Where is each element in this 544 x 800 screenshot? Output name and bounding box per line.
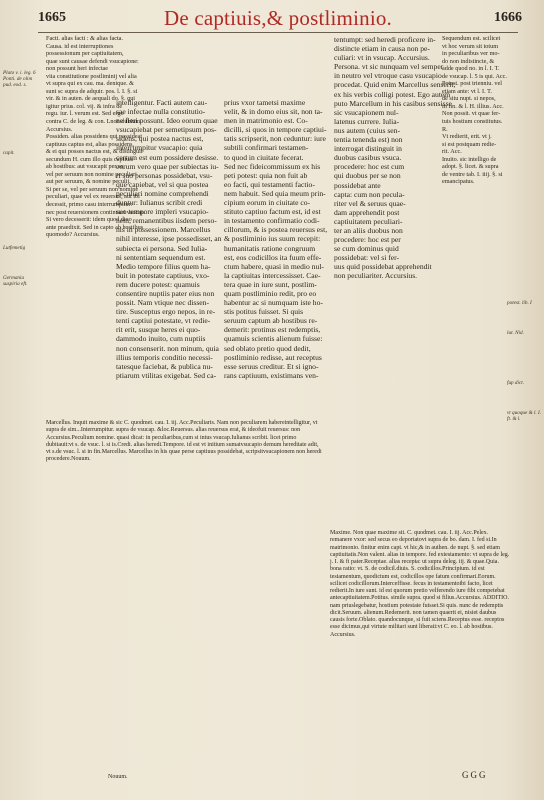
text-line: ter an aliis duobus non xyxy=(334,225,403,235)
text-line: certum est eum possidere desisse. xyxy=(116,152,219,162)
text-line: Vt redierit, erit. vt j. xyxy=(442,133,492,141)
text-line: Si vero decesserit: idem quod diuo xyxy=(46,216,132,224)
text-line: de vsuc. l. si in fin. xyxy=(56,449,102,455)
text-line: do non indistincte, & xyxy=(442,57,495,65)
text-line: consentire nuptiis pater eius non xyxy=(116,288,215,298)
text-line: nem, remanentibus iisdem perso- xyxy=(116,216,217,226)
text-line: Maxime. Non quae maxime sit. C. quod xyxy=(330,530,427,536)
text-line: Reuersus. alias reuersus erat, & ideo xyxy=(170,427,259,434)
text-line: Receptus esse. receptos esse dicimus, xyxy=(330,617,505,631)
text-line: dictum est, codicillos ope fatum confirmari. xyxy=(372,573,478,580)
right-margin-note: potest. lib. I xyxy=(507,300,532,306)
text-line: R. xyxy=(442,125,448,133)
text-line: intelligentur. Facti autem cau- xyxy=(116,98,208,107)
text-line: & in authen. de nupt. §. sed etiam captiuitatis. xyxy=(330,544,500,558)
text-line: quamuis scientis alienum fuisse: xyxy=(224,334,323,344)
text-line: subiecta ei persona. Sed Iulia- xyxy=(116,243,208,253)
text-line: vsucapio demum hereditate adit, vt s. xyxy=(46,441,319,455)
gloss-lower-right xyxy=(330,530,510,639)
text-line: nem habuit. Sed quia meum prin- xyxy=(224,188,326,198)
text-line: Nouum. xyxy=(71,456,91,463)
text-line: quam postliminio redit, pro eo xyxy=(224,288,317,298)
right-margin-note: lur. Nid. xyxy=(507,330,524,336)
text-line: leg. iij. & quae. xyxy=(448,559,486,565)
text-line: vel per seruum non nomine peculiari xyxy=(46,170,137,178)
text-line: eorum vero quae per subiectas iu- xyxy=(116,161,219,171)
text-line: Si quis. nunc de redemptis dicit. xyxy=(330,602,504,616)
text-line: Redemerit. non tamen quaerit ei, nisi xyxy=(384,609,474,616)
text-line: met. cau. I. iij. Acc. xyxy=(426,530,474,536)
text-line: sed oblato pretio quod dedit, xyxy=(224,343,311,353)
left-margin-note: Lutfemetig xyxy=(3,245,26,251)
text-line: quomodo? Accursius. xyxy=(46,231,100,239)
text-line: duntur: Iulianus scribit credi xyxy=(116,198,203,208)
text-line: Quia. bona ratio: vt. S. de codicil. xyxy=(330,559,499,573)
text-line: possidebat: vel si fer- xyxy=(334,253,400,263)
text-line: & postliminio ius suum recepit: xyxy=(224,234,321,244)
text-line: nis in possessionem. Marcellus xyxy=(116,225,211,235)
text-line: loc. xyxy=(161,427,171,434)
text-line: uus quid possidebat apprehendit xyxy=(334,262,432,272)
text-line: subtili confirmari testamen- xyxy=(224,143,309,153)
text-line: ab hostibus: aut vsucapit per se, xyxy=(46,163,125,171)
text-line: Tempore. id est vt initium sumat xyxy=(162,441,241,448)
catchword-nouum: Nouum. xyxy=(108,774,128,780)
text-line: decessit, primo casu interrumpitur: xyxy=(46,201,133,209)
text-line: procedere: hoc est cum xyxy=(334,162,405,172)
text-line: captiuitatem peculiari- xyxy=(334,216,403,226)
text-line: ferendo iure fibi competebat ante xyxy=(330,588,505,602)
text-line: testamento: vt supra de leg. j. I. & fi pater. xyxy=(330,551,510,565)
text-line: demerit: protinus est redemptis, xyxy=(224,325,321,335)
text-line: cillorum, & is postea reuersus est, xyxy=(224,225,328,235)
text-line: Non possit. vt quae fer- xyxy=(442,110,501,118)
text-line: stituto captiuo factum est, id est xyxy=(224,207,321,217)
text-line: vt supra qui ex cau. ma. denique. & xyxy=(46,80,134,88)
right-margin-note: vt quoque & l. I. ft. & l. xyxy=(507,410,541,422)
text-line: Inuito. sic intelligo de xyxy=(442,155,497,163)
text-line: igitur prius. col. vij. & infra de xyxy=(46,102,123,110)
text-line: secundum H. cum illo quis captiuis xyxy=(46,155,134,163)
text-line: tuis hostium constitutus. xyxy=(442,118,503,126)
text-line: fuit reuersus: non Accursius. xyxy=(46,427,301,441)
text-line: prius vxor tametsi maxime xyxy=(224,98,306,107)
text-line: ri suo personas possidebat, vsu- xyxy=(116,170,213,180)
text-line: tenti captiui potestate, vt redie- xyxy=(116,316,211,326)
text-line: eo facti, qui testamenti factio- xyxy=(224,179,315,189)
text-line: quae sunt causae defendi vsucapione: xyxy=(46,57,139,65)
text-line: cipium eorum in ciuitate co- xyxy=(224,198,311,208)
text-line: Si per se, vel per seruum non nomine xyxy=(46,185,139,193)
right-margin-note: fup dict. xyxy=(507,380,525,386)
text-line: viia constitutione postliminij vel alia xyxy=(46,72,137,80)
text-line: non consenserit. non minum, quia xyxy=(116,343,219,353)
text-line: la captiuitas intercessisset. Cae- xyxy=(224,270,321,280)
running-title: De captiuis,& postliminio. xyxy=(163,6,393,30)
text-line: Peculium nomine. quasi dicat: in peculiaribus, xyxy=(71,434,183,441)
text-line: vt supra de bo. dam. I. fed si. xyxy=(421,537,492,544)
text-line: esse seruus creditur. Et si igno- xyxy=(224,361,319,371)
text-line: humanitatis ratione congruum xyxy=(224,243,316,253)
text-line: Eorum. scilicet codicillorum. xyxy=(330,573,496,587)
text-line: tatis scripserit, non ceduntur: iure xyxy=(224,134,326,144)
text-line: ctum habere, quasi in medio nul- xyxy=(224,261,324,271)
text-line: Sequendum est. scilicet xyxy=(442,35,501,42)
text-line: capta: cum non pecula- xyxy=(334,189,405,199)
gloss-column-left xyxy=(46,35,146,415)
text-line: captiuus captus est, alias possidens, xyxy=(46,140,134,148)
text-line: in testamento confirmatio codi- xyxy=(224,216,320,226)
text-line: de situ nupt. si nepos, xyxy=(442,95,496,103)
left-margin-note: Plato v. i. leg. 6 Ponti. de olim pud. eod. s. xyxy=(3,70,36,88)
text-line: ibi facto, licet redierit. xyxy=(330,580,493,594)
text-line: vsucapionem non heredi procedere. xyxy=(46,449,322,463)
text-line: dam apprehendit post xyxy=(334,207,400,217)
text-line: illius temporis conditio necessi- xyxy=(116,352,213,362)
text-line: latenus currere. Iulia- xyxy=(334,116,400,126)
text-line: sunt sc supra de adquir. pos. l. I. §. si xyxy=(46,87,138,95)
text-line: Receptae. alias recepta: ut supra de xyxy=(364,559,449,565)
text-line: nec post reuersionem continuari vsucap. xyxy=(46,208,146,216)
text-line: Interceffisse. fecus in testamento xyxy=(380,580,460,587)
text-line: adde quod no. in l. I. T. xyxy=(442,65,500,73)
text-line: tire. Susceptus ergo nepos, in re- xyxy=(116,307,216,317)
text-line: puto Marcellum in his casibus sensisse xyxy=(334,98,452,108)
text-line: qui virtute militari sunt liberati: xyxy=(362,624,438,631)
text-line: procedat. Quid enim Marcellus senserit, xyxy=(334,80,456,90)
text-line: Persona. vt sic nunquam vel semper xyxy=(334,62,444,72)
text-line: captiuitatem. xyxy=(340,595,372,602)
page-number-right: 1666 xyxy=(494,10,522,25)
text-line: de ventre tab. I. iiij. §. si xyxy=(442,170,503,178)
text-line: etiam ante: vt l. I. T. xyxy=(442,87,492,95)
signature-mark: GGG xyxy=(462,770,488,780)
text-line: dammodo inuito, cum nuptiis xyxy=(116,334,206,344)
text-line: peculiari, quae vel ex reuersus, aut ibi xyxy=(46,193,140,201)
left-margin-note: Germania suspiria eft. xyxy=(3,275,28,287)
text-line: vt s. de vsuc. l. si is. xyxy=(69,441,118,448)
text-line: Oblato. quandocunque, si fuit sciens. xyxy=(359,617,448,623)
text-line: ne fieri possunt. Ideo eorum quae xyxy=(116,116,218,126)
text-line: procedere: hoc est per xyxy=(334,235,401,245)
text-line: vir. & in auten. de aequali do. §. qui xyxy=(46,95,136,103)
text-line: Peculiaris. Nam non peculiarem habere xyxy=(190,420,285,426)
text-line: sidens, qui postea nactus est, xyxy=(116,134,204,144)
text-line: suo tempore impleri vsucapio- xyxy=(116,207,209,217)
text-line: se captiuus possidebat, scripsit xyxy=(189,449,263,455)
text-line: habentur ac si numquam iste ho- xyxy=(224,298,323,308)
text-line: tentia tenenda est) non xyxy=(334,135,403,145)
text-line: Causa. id est interruptiones xyxy=(46,42,114,50)
text-line: vsucapiebat per semetipsum pos- xyxy=(116,125,217,135)
gloss-column-right-edge xyxy=(442,35,512,575)
text-line: ante praedixit. Sed in capto ab hostibus xyxy=(46,223,144,231)
text-line: Marcellus. Inquit maxime & sic C. quod xyxy=(46,420,143,426)
text-line: men in matrimonio est. Co- xyxy=(224,116,308,126)
text-line: regu. iur. l. verum est. Sed ergo xyxy=(46,110,124,118)
text-line: cum si intus vsucap. xyxy=(182,434,232,441)
text-line: Sed nec fideicommissum ex his xyxy=(224,161,321,171)
text-line: qui duobus per se non xyxy=(334,171,401,181)
text-line: in fin. & l. H. illius. Acc. xyxy=(442,102,504,110)
text-line: possidebat ante xyxy=(334,180,381,190)
text-line: Marcellus. Marcellus in his quae per xyxy=(101,449,190,455)
text-line: possessionum per captiuitatem, xyxy=(46,50,124,58)
text-line: legebatur, hostium potestate fuisset. xyxy=(353,602,440,609)
text-line: duobus casibus vsuca. xyxy=(334,153,402,163)
text-line: buit in potestate captiuus, vxo- xyxy=(116,270,210,280)
text-line: distincte etiam in causa non pe- xyxy=(334,44,430,54)
text-line: Pelex. remanere vxor: sed secus eo deportato xyxy=(330,530,489,544)
text-line: met. cau. I. iij. Acc. xyxy=(142,420,191,426)
text-line: contra C. de leg. & con. Lnon dubium. xyxy=(46,118,142,126)
text-line: dicilli, si quos in tempore captiui- xyxy=(224,125,327,135)
running-header xyxy=(38,8,522,30)
text-line: postliminio redisse, aut receptus xyxy=(224,352,322,362)
text-line: se cum dominus quid xyxy=(334,244,399,254)
text-line: sic vsucapionem nul- xyxy=(334,107,399,117)
text-line: emancipatus. xyxy=(442,178,475,186)
text-line: Potitus. simile supra. quod si filius. xyxy=(371,595,456,602)
text-line: peti potest: quia non fuit ab xyxy=(224,170,308,180)
text-line: intelligitur, vt supra de sim... xyxy=(46,420,318,434)
text-line: Medio tempore filius quem ha- xyxy=(116,261,211,271)
text-line: est, eos codicillos ita fuum effe- xyxy=(224,252,322,262)
text-line: sae infectae nulla constitutio- xyxy=(116,107,206,117)
text-line: interrumpitur vsucapio: quia xyxy=(116,143,203,153)
text-line: ex his verbis colligi potest. Ego autem xyxy=(334,89,451,99)
text-line: ptiarum vtilitas exigebat. Sed ca- xyxy=(116,370,217,380)
text-line: Possiden. alias possidens qui possideat xyxy=(46,133,143,141)
text-line: adopt. §. licet. & supra xyxy=(442,163,499,171)
header-rule xyxy=(38,32,518,33)
text-line: non possunt heri infectae xyxy=(46,65,109,73)
text-line: peculiari nomine comprehendi xyxy=(116,188,209,198)
text-line: non peculiariter. Accursius. xyxy=(334,271,418,281)
text-line: tatesque faciebat, & publica nu- xyxy=(116,361,213,371)
text-line: In iure sunt. id est quorum pretio vel xyxy=(348,588,437,594)
text-line: vt C. eo. l. ab hostibus. Accursius. xyxy=(330,624,493,638)
text-line: aut per seruum, & nomine peculij. xyxy=(46,178,131,186)
left-margin-note: capit. xyxy=(3,150,15,156)
text-line: rans captiuum, existimans ven- xyxy=(224,370,319,380)
text-line: tentumpt: sed heredi proficere in- xyxy=(334,35,436,44)
text-line: nihil interesse, ipse possedisset, an xyxy=(116,234,222,244)
page-number-left: 1665 xyxy=(38,10,66,25)
text-line: possit. Nam vtique nec dissen- xyxy=(116,298,210,308)
text-line: Seruum. alienum. xyxy=(342,609,385,616)
text-line: diuis. S. codicillos. xyxy=(396,566,443,573)
text-line: in peculiaribus ver mo- xyxy=(442,50,500,58)
text-line: Accursius. ADDITIO. nam prius xyxy=(330,595,509,609)
text-line: rit. Acc. xyxy=(442,148,462,156)
text-line: ni sententiam sequendum est. xyxy=(116,252,206,262)
text-line: culiari: vt in vsucap. Accursius. xyxy=(334,53,430,63)
text-line: seruum captum ab hostibus re- xyxy=(224,316,318,326)
text-line: Credi. alias heredi. xyxy=(117,441,163,448)
text-line: vt hoc verum sit totum xyxy=(442,42,499,50)
text-line: Accursius. xyxy=(46,125,73,133)
text-line: rem ducere potest: quamuis xyxy=(116,279,200,289)
text-line: que capiebat, vel si qua postea xyxy=(116,179,209,189)
text-line: nus autem (cuius sen- xyxy=(334,125,401,135)
text-line: & ei qui posses nactus est, & distinguit xyxy=(46,148,143,156)
text-line: In matrimonio. finitur enim capt. vt hic, xyxy=(330,537,497,551)
text-line: in neutro vel vtroque casu vsucapio xyxy=(334,71,442,81)
gloss-lower-left xyxy=(46,420,322,464)
text-line: stis potitus fuisset. Si quis xyxy=(224,307,304,317)
text-line: to quod in ciuitate fecerat. xyxy=(224,152,304,162)
text-line: riter vel & seruus quae- xyxy=(334,198,406,208)
text-line: interrogat distinguit in xyxy=(334,144,402,154)
text-line: Iulianus scribit. licet primo dubitauit: xyxy=(46,434,297,448)
text-line: Potest. post trienniu. vel xyxy=(442,80,502,88)
text-line: de vsucap. l. 5 is qui. Acc. xyxy=(442,72,507,80)
text-line: si est postquam redie- xyxy=(442,140,497,148)
text-line: Principium. id est testamentum, quo xyxy=(330,566,485,580)
text-line: et daubus causis forte. xyxy=(330,609,497,623)
text-line: tera quae in iure sunt, postlim- xyxy=(224,279,317,289)
text-line: Non valent. alias in tempore. fed ex xyxy=(357,551,444,558)
text-line: rit erit, susque heres ei quo- xyxy=(116,325,201,335)
text-line: Interrumpitur. supra de vsucap. & xyxy=(80,427,162,434)
text-line: Facti. alias facti : & alias facta. xyxy=(46,35,123,42)
text-line: velit, & in domo eius sit, non ta- xyxy=(224,107,323,117)
